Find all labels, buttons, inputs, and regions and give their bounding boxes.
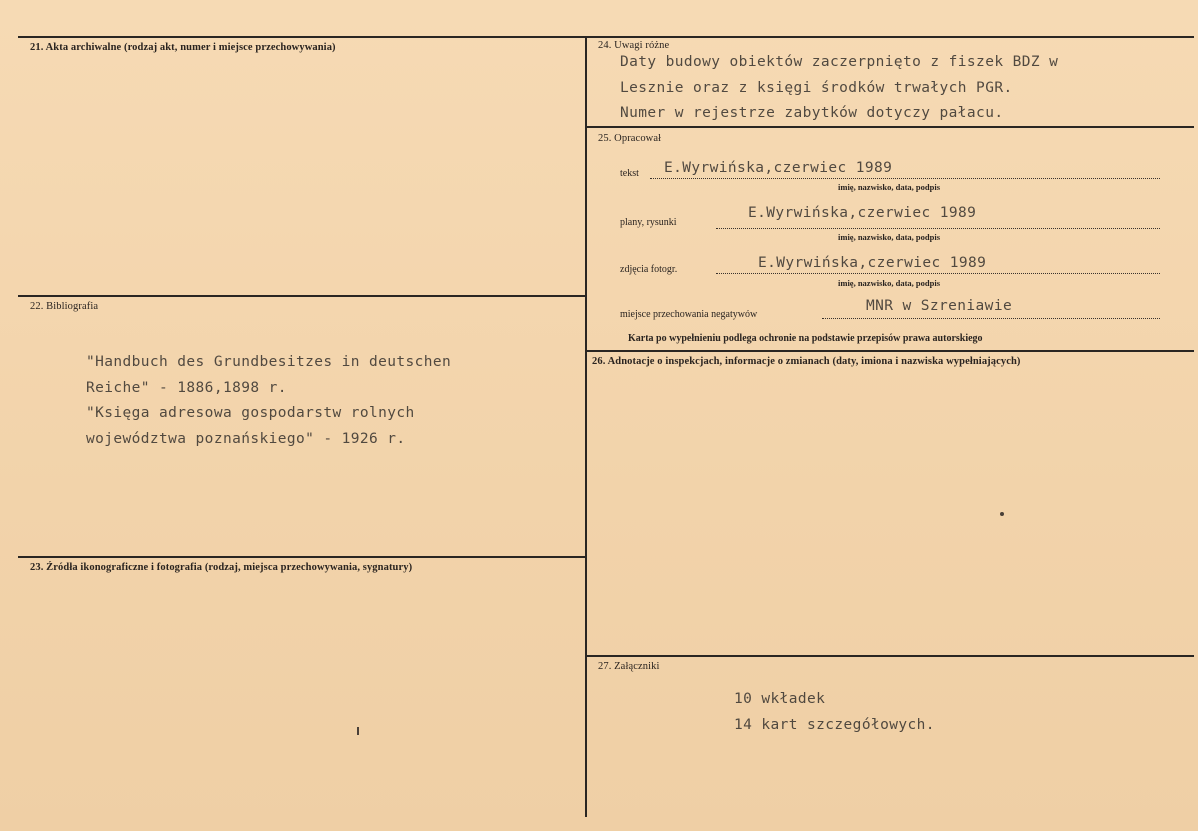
section-21-label: 21. Akta archiwalne (rodzaj akt, numer i miejsce przechowywania) [30, 42, 336, 53]
bibliography-line-1: "Handbuch des Grundbesitzes in deutschen [86, 354, 452, 370]
negatives-line [822, 318, 1160, 319]
divider-21-22 [18, 295, 586, 297]
section-23-label: 23. Źródła ikonograficzne i fotografia (rodzaj, miejsca przechowywania, sygnatury) [30, 562, 413, 573]
remarks-line-3: Numer w rejestrze zabytków dotyczy pałacu. [620, 105, 1004, 121]
section-27-label: 27. Załączniki [598, 661, 660, 672]
author-plans-caption: imię, nazwisko, data, podpis [838, 232, 941, 242]
attachments-line-1: 10 wkładek [734, 691, 826, 707]
top-border [18, 36, 1194, 38]
author-photos-line [716, 273, 1160, 274]
bibliography-line-3: "Księga adresowa gospodarstw rolnych [86, 405, 415, 421]
author-text-line [650, 178, 1160, 179]
section-22-label: 22. Bibliografia [30, 301, 99, 312]
remarks-line-1: Daty budowy obiektów zaczerpnięto z fiszek BDZ w [620, 54, 1059, 70]
section-25-label: 25. Opracował [598, 133, 662, 144]
divider-22-23 [18, 556, 586, 558]
bibliography-line-2: Reiche" - 1886,1898 r. [86, 380, 287, 396]
bibliography-line-4: województwa poznańskiego" - 1926 r. [86, 431, 406, 447]
negatives-label: miejsce przechowania negatywów [620, 309, 758, 320]
paper-speck [1000, 512, 1004, 516]
author-photos-value: E.Wyrwińska,czerwiec 1989 [758, 255, 987, 271]
divider-24-25 [586, 126, 1194, 128]
author-plans-value: E.Wyrwińska,czerwiec 1989 [748, 205, 977, 221]
author-text-value: E.Wyrwińska,czerwiec 1989 [664, 160, 893, 176]
author-plans-line [716, 228, 1160, 229]
section-26-label: 26. Adnotacje o inspekcjach, informacje o zmianach (daty, imiona i nazwiska wypełniających) [592, 356, 1021, 367]
section-24-label: 24. Uwagi różne [598, 40, 670, 51]
attachments-line-2: 14 kart szczegółowych. [734, 717, 935, 733]
column-divider [585, 36, 587, 817]
remarks-line-2: Lesznie oraz z księgi środków trwałych PGR. [620, 80, 1013, 96]
paper-speck [357, 727, 359, 735]
author-plans-label: plany, rysunki [620, 217, 677, 228]
author-text-label: tekst [620, 168, 639, 179]
copyright-note: Karta po wypełnieniu podlega ochronie na podstawie przepisów prawa autorskiego [628, 333, 983, 344]
author-photos-caption: imię, nazwisko, data, podpis [838, 278, 941, 288]
divider-25-26 [586, 350, 1194, 352]
author-photos-label: zdjęcia fotogr. [620, 264, 678, 275]
divider-26-27 [586, 655, 1194, 657]
author-text-caption: imię, nazwisko, data, podpis [838, 182, 941, 192]
negatives-value: MNR w Szreniawie [866, 298, 1013, 314]
